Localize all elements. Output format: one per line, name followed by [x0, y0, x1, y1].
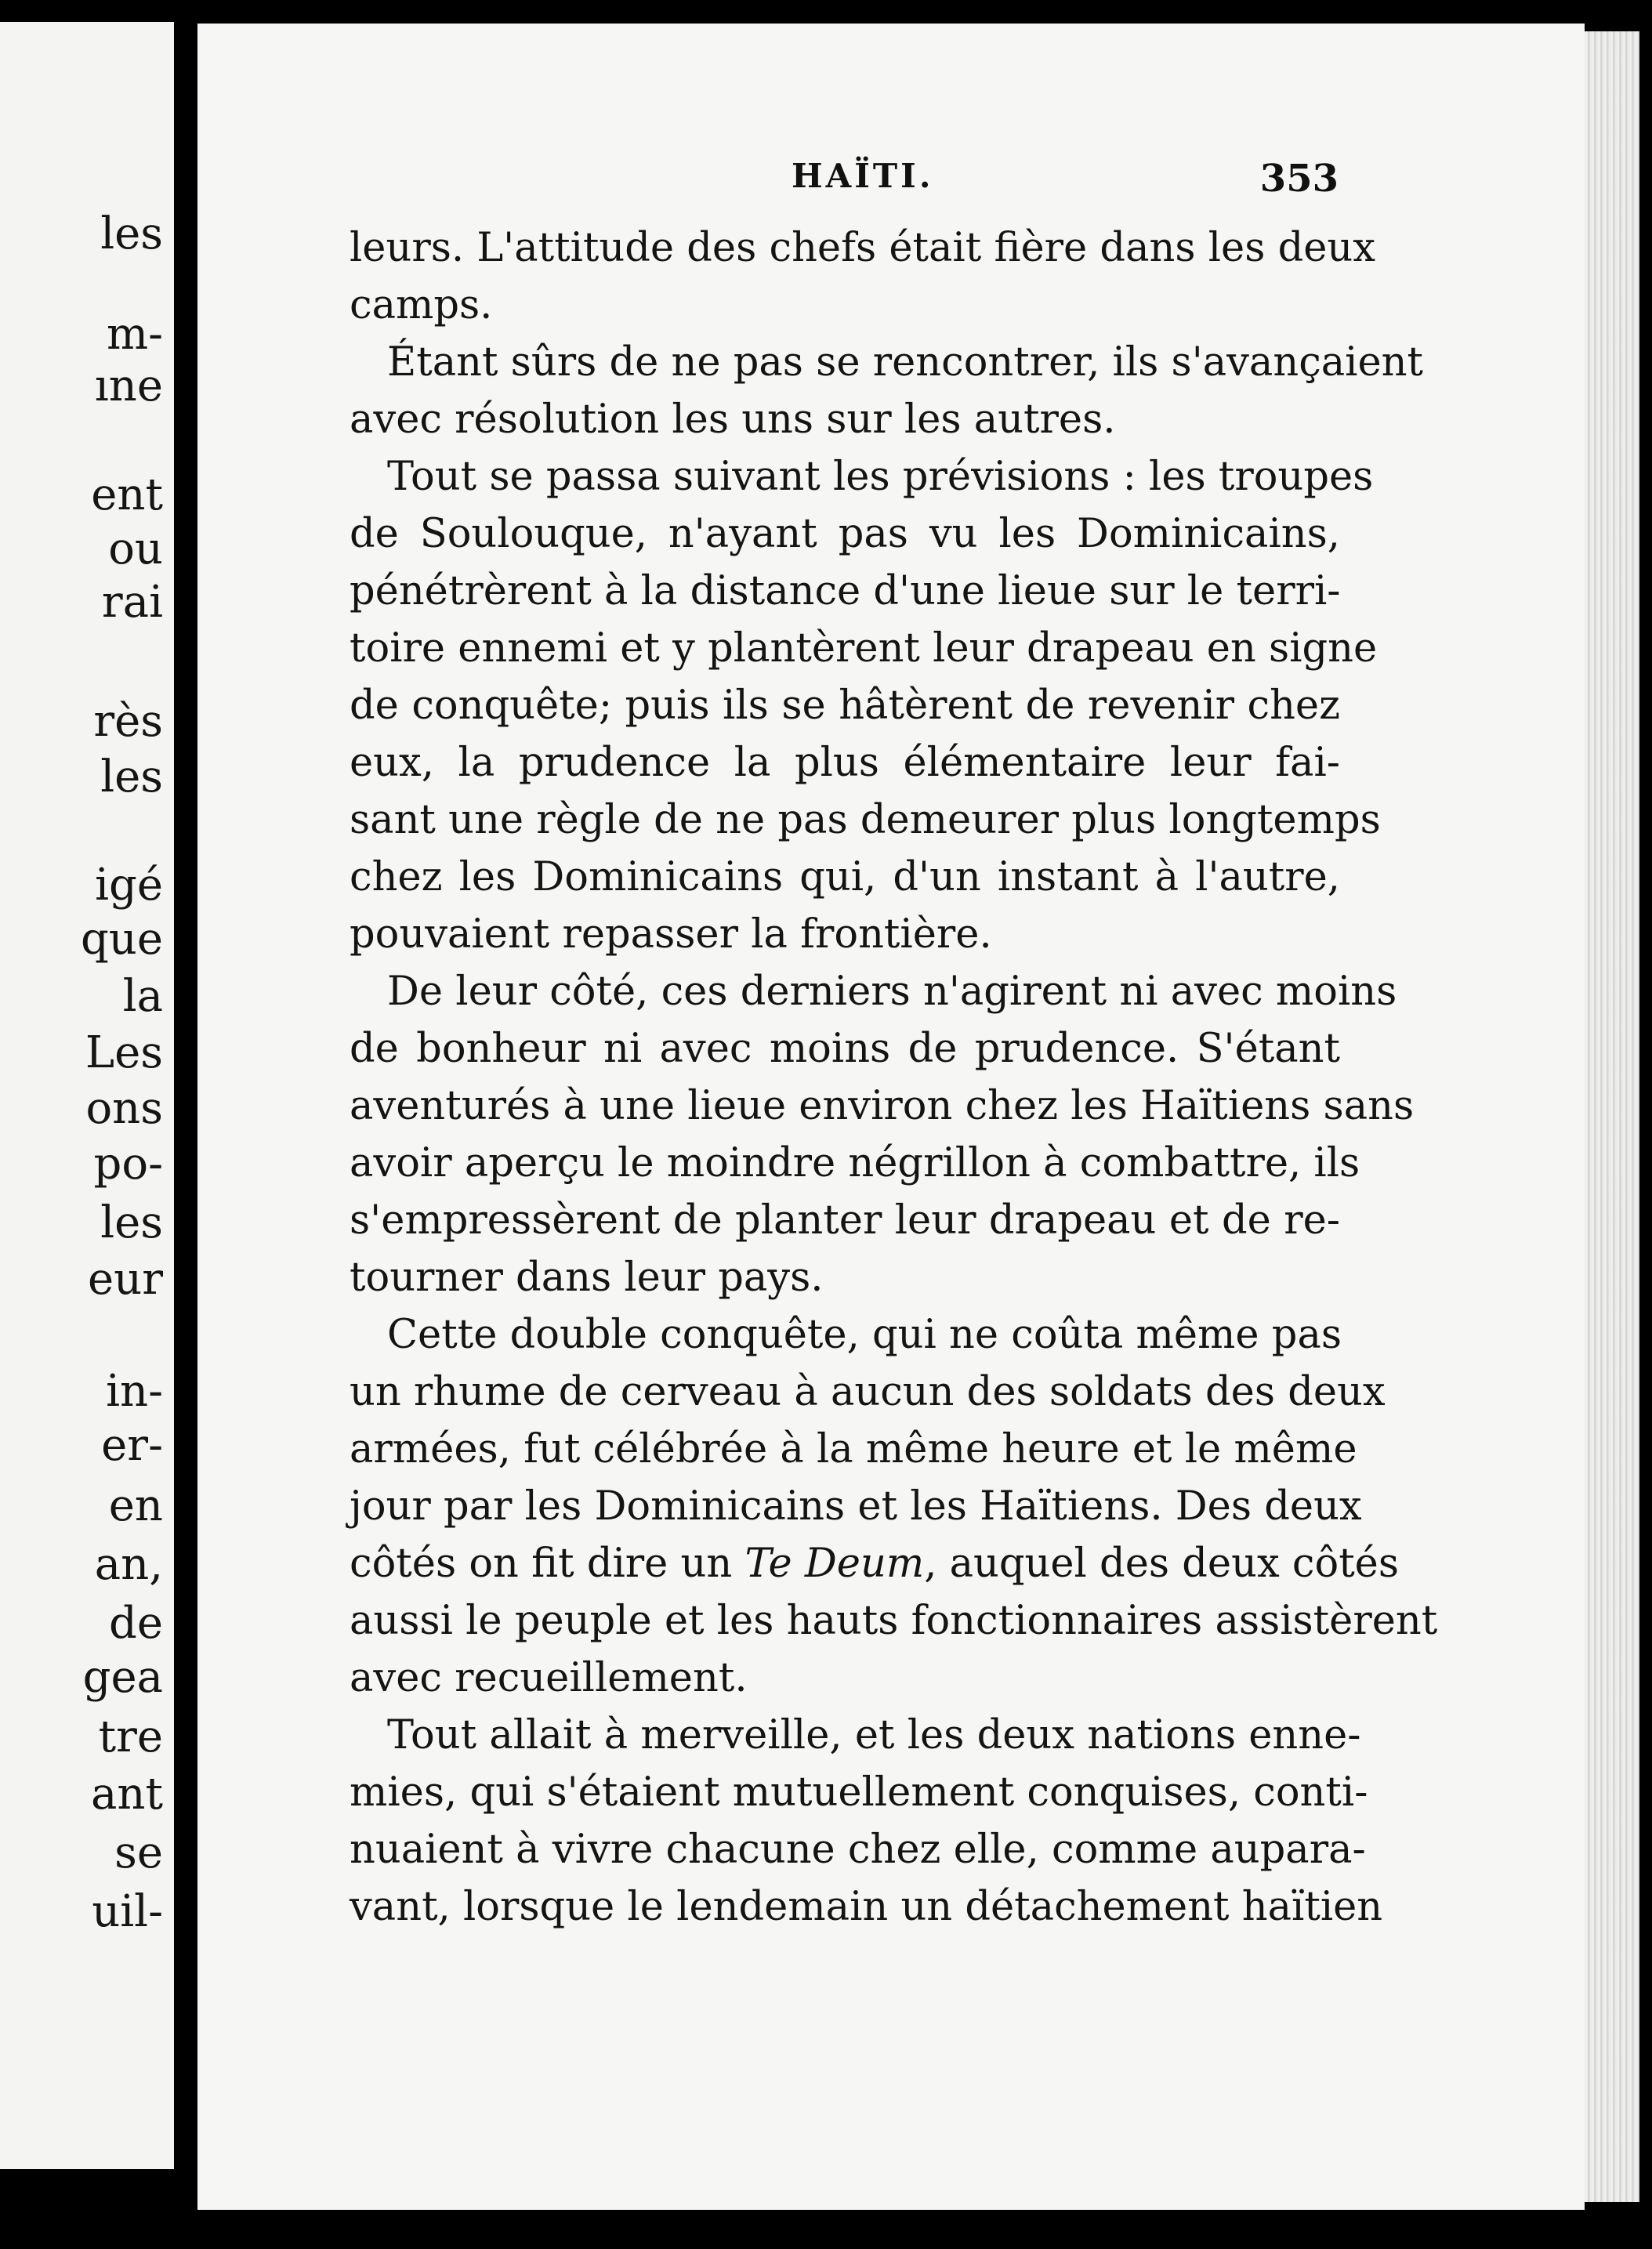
facing-page-line: ou [108, 523, 163, 575]
text-line: pouvaient repasser la frontière. [350, 911, 992, 958]
facing-page-line: ent [91, 469, 163, 520]
facing-page-line: rai [101, 577, 163, 628]
page-edge [1585, 31, 1639, 2202]
paragraph [350, 219, 1376, 334]
paragraph [350, 1707, 1383, 1936]
facing-page-line: de [109, 1597, 163, 1649]
facing-page-line: les [100, 1197, 163, 1249]
facing-page-line: ons [85, 1083, 163, 1135]
text-line: pénétrèrent à la distance d'une lieue sur le terri- [350, 568, 1341, 614]
text-line: mies, qui s'étaient mutuellement conquises, conti- [350, 1769, 1368, 1816]
paragraph [350, 334, 1423, 448]
text-line: vant, lorsque le lendemain un détachement haïtien [350, 1884, 1383, 1930]
page-number: 353 [1259, 157, 1339, 201]
paragraph [350, 963, 1415, 1306]
text-line: chez les Dominicains qui, d'un instant à l'autre, [350, 854, 1340, 900]
text-line: Tout allait à merveille, et les deux nations enne- [387, 1712, 1361, 1758]
paragraph [350, 1306, 1438, 1707]
text-line: avoir aperçu le moindre négrillon à combattre, ils [350, 1140, 1360, 1186]
text-line: camps. [350, 282, 493, 328]
text-line: armées, fut célébrée à la même heure et le même [350, 1426, 1357, 1472]
facing-page-line: uil- [92, 1885, 163, 1937]
italic-phrase: Te Deum [744, 1541, 925, 1587]
facing-page-line: igé [95, 859, 163, 911]
paragraph [350, 448, 1381, 963]
text-line: côtés on fit dire un Te Deum, auquel des deux côtés [350, 1541, 1400, 1587]
text-line: de bonheur ni avec moins de prudence. S'étant [350, 1026, 1340, 1072]
facing-page-line: Les [85, 1027, 163, 1078]
facing-page-line: in- [106, 1365, 163, 1417]
text-line: s'empressèrent de planter leur drapeau et de re- [350, 1197, 1340, 1244]
facing-page-line: rès [93, 695, 163, 747]
page-header [348, 157, 1339, 212]
facing-page-line: se [114, 1827, 163, 1878]
text-line: de Soulouque, n'ayant pas vu les Dominicains, [350, 511, 1340, 557]
facing-page-line: er- [101, 1420, 163, 1472]
text-line: nuaient à vivre chacune chez elle, comme aupara- [350, 1827, 1366, 1873]
running-title: HAÏTI. [792, 157, 934, 195]
text-line: Étant sûrs de ne pas se rencontrer, ils s'avançaient [387, 339, 1423, 386]
facing-page-line: m- [106, 308, 163, 360]
text-line: Cette double conquête, qui ne coûta même pas [387, 1312, 1342, 1358]
text-line: jour par les Dominicains et les Haïtiens. Des deux [350, 1483, 1362, 1530]
facing-page-line: tre [98, 1711, 163, 1762]
text-line: toire ennemi et y plantèrent leur drapeau en signe [350, 625, 1378, 672]
facing-page-line: la [122, 971, 163, 1023]
facing-page-line: ıne [94, 360, 163, 411]
text-line: avec recueillement. [350, 1655, 748, 1701]
text-line: avec résolution les uns sur les autres. [350, 397, 1116, 443]
facing-page-fragment [0, 22, 174, 2169]
facing-page-line: les [100, 751, 163, 803]
facing-page-line: que [80, 914, 163, 965]
text-line: un rhume de cerveau à aucun des soldats des deux [350, 1369, 1386, 1415]
text-line: de conquête; puis ils se hâtèrent de revenir chez [350, 683, 1340, 729]
facing-page-line: an, [94, 1538, 163, 1590]
text-line: aussi le peuple et les hauts fonctionnaires assistèrent [350, 1598, 1438, 1644]
facing-page-line: en [108, 1479, 163, 1531]
facing-page-line: gea [82, 1652, 163, 1704]
text-line: leurs. L'attitude des chefs était fière dans les deux [350, 225, 1376, 271]
facing-page-line: ant [91, 1768, 163, 1820]
facing-page-line: eur [88, 1253, 163, 1305]
text-line: Tout se passa suivant les prévisions : les troupes [387, 454, 1374, 500]
facing-page-line: po- [93, 1139, 163, 1190]
book-page [197, 24, 1585, 2210]
text-line: tourner dans leur pays. [350, 1255, 824, 1301]
text-line: aventurés à une lieue environ chez les Haïtiens sans [350, 1083, 1415, 1129]
text-line: sant une règle de ne pas demeurer plus longtemps [350, 797, 1381, 843]
body-text [350, 219, 1438, 1936]
text-line: eux, la prudence la plus élémentaire leur fai- [350, 740, 1340, 786]
text-line: De leur côté, ces derniers n'agirent ni avec moins [387, 969, 1397, 1015]
facing-page-line: les [100, 208, 163, 259]
